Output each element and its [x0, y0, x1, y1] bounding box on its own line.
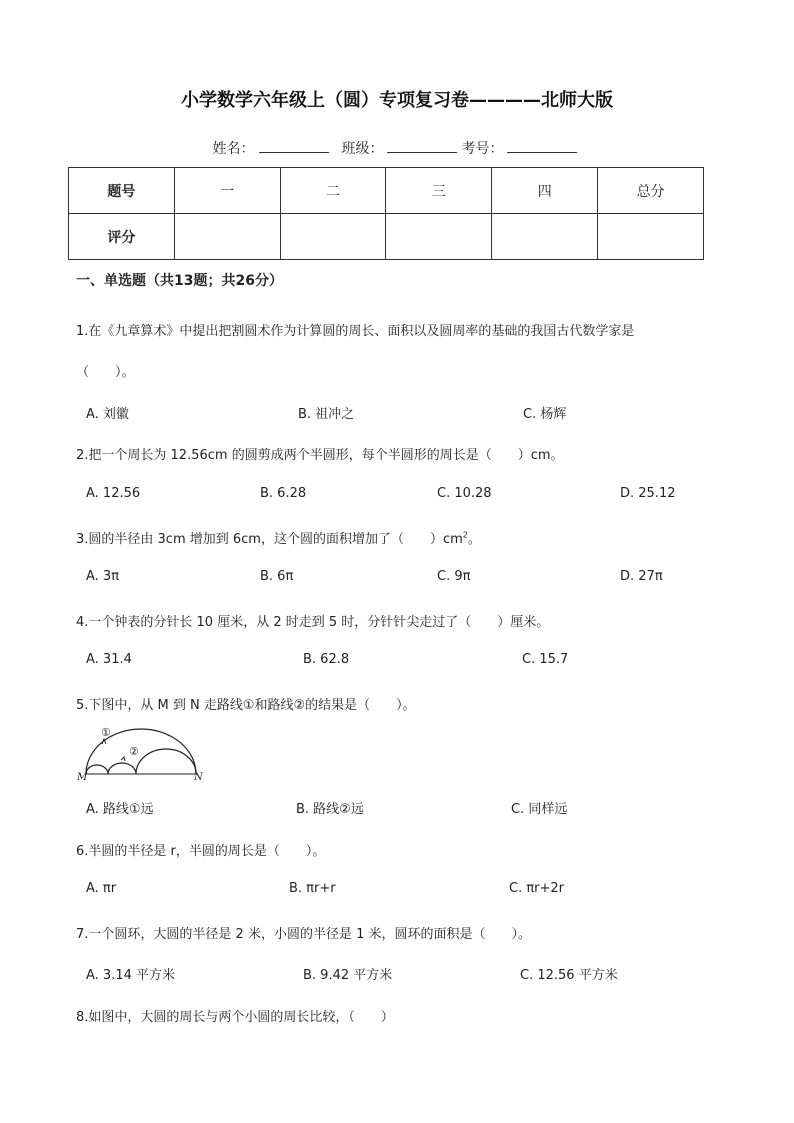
score-input-1: [174, 214, 280, 260]
point-n-label: N: [194, 772, 203, 783]
question-3-superscript: 2: [462, 530, 468, 540]
score-cell-3: 三: [386, 168, 492, 214]
question-5-option-b: B. 路线②远: [296, 802, 364, 817]
score-input-total: [598, 214, 704, 260]
question-1-line2: （ ）。: [76, 365, 135, 380]
route-2-label: ②: [129, 745, 139, 758]
route-1-label: ①: [101, 726, 111, 739]
route-2-arcs: [86, 749, 196, 774]
question-3-text: 3.圆的半径由 3cm 增加到 6cm，这个圆的面积增加了（ ）cm: [76, 532, 463, 547]
question-5-stem: 5.下图中，从 M 到 N 走路线①和路线②的结果是（ ）。: [76, 698, 416, 713]
score-cell-2: 二: [280, 168, 386, 214]
question-5-option-c: C. 同样远: [511, 802, 568, 817]
score-input-4: [492, 214, 598, 260]
question-2-option-c: C. 10.28: [437, 486, 492, 501]
score-cell-tihao: 题号: [69, 168, 175, 214]
score-input-2: [280, 214, 386, 260]
question-1-line1: 1.在《九章算术》中提出把割圆术作为计算圆的周长、面积以及圆周率的基础的我国古代数学家是: [76, 324, 635, 339]
class-label: 班级：: [341, 141, 384, 157]
page-title: 小学数学六年级上（圆）专项复习卷————北师大版: [181, 90, 613, 111]
score-table: [68, 167, 704, 260]
question-1-option-c: C. 杨辉: [523, 407, 567, 422]
question-3-end: 。: [467, 532, 481, 547]
score-cell-total: 总分: [598, 168, 704, 214]
question-5-option-a: A. 路线①远: [86, 802, 154, 817]
score-table-score-row: [69, 214, 704, 260]
question-1-option-b: B. 祖冲之: [298, 407, 355, 422]
section-heading: 一、单选题（共13题；共26分）: [76, 273, 283, 289]
student-info-line: [0, 138, 794, 158]
point-m-label: M: [77, 772, 88, 783]
question-3-option-a: A. 3π: [86, 569, 120, 584]
question-2-option-d: D. 25.12: [620, 486, 676, 501]
question-3-option-b: B. 6π: [260, 569, 294, 584]
name-label: 姓名：: [212, 141, 255, 157]
question-4-option-a: A. 31.4: [86, 652, 132, 667]
question-3-option-c: C. 9π: [437, 569, 471, 584]
question-2-option-b: B. 6.28: [260, 486, 307, 501]
question-6-option-c: C. πr+2r: [509, 881, 565, 896]
score-table-header-row: [69, 168, 704, 214]
question-3-option-d: D. 27π: [620, 569, 663, 584]
question-6-option-b: B. πr+r: [289, 881, 336, 896]
question-4-option-c: C. 15.7: [522, 652, 569, 667]
score-input-3: [386, 214, 492, 260]
question-7-option-c: C. 12.56 平方米: [520, 968, 618, 983]
question-6-option-a: A. πr: [86, 881, 117, 896]
exam-no-blank: [507, 138, 577, 153]
score-cell-4: 四: [492, 168, 598, 214]
question-6-stem: 6.半圆的半径是 r，半圆的周长是（ ）。: [76, 844, 326, 859]
question-2-stem: 2.把一个周长为 12.56cm 的圆剪成两个半圆形，每个半圆形的周长是（ ）cm。: [76, 448, 564, 463]
route-figure: [74, 722, 214, 784]
name-blank: [259, 138, 329, 153]
question-4-option-b: B. 62.8: [303, 652, 350, 667]
question-8-stem: 8.如图中，大圆的周长与两个小圆的周长比较，（ ）: [76, 1010, 394, 1025]
score-cell-1: 一: [174, 168, 280, 214]
route-2-arrow: [121, 757, 125, 761]
question-4-stem: 4.一个钟表的分针长 10 厘米，从 2 时走到 5 时，分针针尖走过了（ ）厘米。: [76, 615, 550, 630]
class-blank: [387, 138, 457, 153]
score-row-label: 评分: [69, 214, 175, 260]
question-3-stem: [76, 528, 481, 547]
exam-no-label: 考号：: [461, 141, 504, 157]
question-7-stem: 7.一个圆环，大圆的半径是 2 米，小圆的半径是 1 米，圆环的面积是（ ）。: [76, 927, 531, 942]
question-2-option-a: A. 12.56: [86, 486, 141, 501]
question-7-option-b: B. 9.42 平方米: [303, 968, 393, 983]
question-7-option-a: A. 3.14 平方米: [86, 968, 176, 983]
question-1-option-a: A. 刘徽: [86, 407, 129, 422]
